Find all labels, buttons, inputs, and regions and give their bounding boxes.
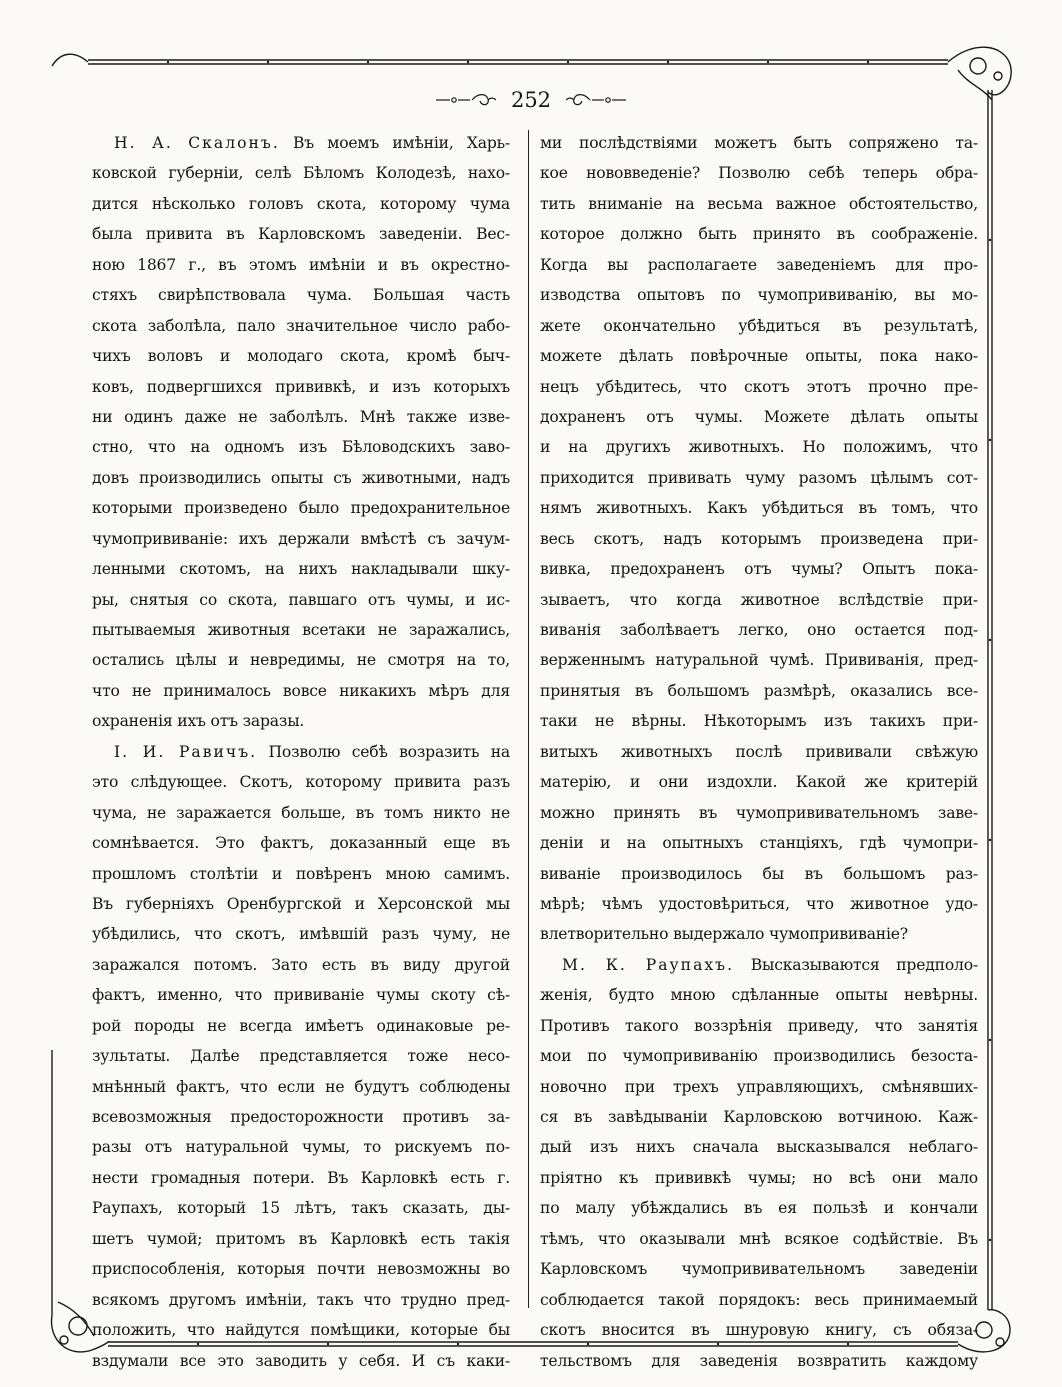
text-line: М. К. Раупахъ. Высказываются предполо- <box>562 955 978 974</box>
paragraph-skalon <box>92 128 510 737</box>
text-line: это слѣдующее. Скотъ, которому привита разъ <box>92 773 510 792</box>
text-line: соблюдается такой порядокъ: весь принимаемый <box>540 1290 978 1309</box>
text-line: дохраненъ отъ чумы. Можете дѣлать опыты <box>540 407 978 426</box>
text-line: таки не вѣрны. Нѣкоторымъ изъ такихъ при- <box>540 712 978 731</box>
speaker-name: І. И. Равичъ. <box>114 742 258 761</box>
text-line: мѣрѣ; чѣмъ удостовѣриться, что животное удо- <box>540 894 978 913</box>
text-line: остались цѣлы и невредимы, не смотря на то, <box>92 651 510 670</box>
text-line: скотъ вносится въ шнуровую книгу, съ обяза- <box>540 1321 978 1340</box>
text-line: матерію, и они издохли. Какой же критерій <box>540 773 978 792</box>
text-line: нямъ животныхъ. Какъ убѣдиться въ томъ, что <box>540 499 978 518</box>
text-line: ры, снятыя со скота, павшаго отъ чумы, и ис- <box>92 590 510 609</box>
text-line: ковской губерніи, селѣ Бѣломъ Колодезѣ, нахо- <box>92 164 510 183</box>
text-line: принятыя въ большомъ размѣрѣ, оказались все- <box>540 681 978 700</box>
flourish-dot-dash-icon <box>566 93 626 107</box>
text-line: ленными скотомъ, на нихъ накладывали шку- <box>92 560 510 579</box>
text-line: и на другихъ животныхъ. Но положимъ, что <box>540 438 978 457</box>
text-line: убѣдились, что скотъ, имѣвшій разъ чуму, не <box>92 925 510 944</box>
text-line: пытываемыя животныя всетаки не заражались, <box>92 621 510 639</box>
text-line: приходится прививать чуму разомъ цѣлымъ сот- <box>540 468 978 487</box>
text-line: женія, будто мною сдѣланные опыты невѣрны. <box>540 986 978 1005</box>
text-line: дится нѣсколько головъ скота, которому чума <box>92 194 510 213</box>
text-line: дый изъ нихъ сначала высказывался неблаго- <box>540 1138 978 1157</box>
text-line: положить, что найдутся помѣщики, которые бы <box>92 1321 510 1340</box>
dash-dot-flourish-icon <box>436 93 496 107</box>
text-line: виваніе производилось бы въ большомъ раз- <box>540 864 978 883</box>
text-line: вивка, предохраненъ отъ чумы? Опытъ пока- <box>540 560 978 579</box>
text-line: пріятно къ прививкѣ чумы; но всѣ они мало <box>540 1168 978 1187</box>
text-line: новочно при трехъ управляющихъ, смѣнявших- <box>540 1077 978 1096</box>
text-line: которое должно быть принято въ соображеніе. <box>540 225 978 244</box>
text-line: рой породы не всегда имѣетъ одинаковые ре- <box>92 1016 510 1035</box>
right-column <box>540 128 978 1376</box>
text-line: ною 1867 г., въ этомъ имѣніи и въ окрестно- <box>92 255 510 274</box>
text-line: охраненія ихъ отъ заразы. <box>92 712 305 731</box>
text-line: шетъ чумой; притомъ въ Карловкѣ есть такія <box>92 1229 510 1248</box>
page-header <box>0 86 1062 112</box>
text-line: нецъ убѣдитесь, что скотъ этотъ прочно пре- <box>540 377 978 396</box>
text-line: стяхъ свирѣпствовала чума. Большая часть <box>92 286 510 305</box>
text-line: Раупахъ, который 15 лѣтъ, такъ сказать, ды- <box>92 1199 510 1218</box>
text-line: влетворительно выдержало чумопрививаніе? <box>540 925 908 944</box>
text-line: ся въ завѣдываніи Карловскою вотчиною. Каж- <box>540 1108 978 1126</box>
text-line: ковъ, подвергшихся прививкѣ, и изъ которыхъ <box>92 377 510 396</box>
text-line: вздумали все это заводить у себя. И съ каки- <box>92 1351 510 1370</box>
text-line: разы отъ натуральной чумы, то рискуемъ по- <box>92 1138 510 1157</box>
text-line: мои по чумопрививанію производились безоста- <box>540 1047 978 1066</box>
text-line: Карловскомъ чумопрививательномъ заведеніи <box>540 1260 978 1279</box>
paragraph-ravich <box>92 737 510 1376</box>
text-line: всякомъ другомъ имѣніи, такъ что трудно пред- <box>92 1290 510 1309</box>
text-line: верженнымъ натуральной чумѣ. Прививанія, пред- <box>540 651 978 670</box>
text-line: тить вниманіе на весьма важное обстоятельство, <box>540 194 978 213</box>
text-line: чихъ воловъ и молодаго скота, кромѣ быч- <box>92 347 510 366</box>
text-line: всевозможныя предосторожности противъ за- <box>92 1108 510 1126</box>
text-line: по малу убѣждались въ ея пользѣ и кончали <box>540 1199 978 1218</box>
text-line: тѣмъ, что оказывали мнѣ всякое содѣйствіе. Въ <box>540 1229 978 1248</box>
text-line: зультаты. Далѣе представляется тоже несо- <box>92 1047 510 1066</box>
text-line: жете окончательно убѣдиться въ результатѣ, <box>540 316 978 335</box>
text-line: изводства опытовъ по чумопрививанію, вы мо- <box>540 286 978 305</box>
text-line: была привита въ Карловскомъ заведеніи. Вес- <box>92 225 510 244</box>
text-line: чумопрививаніе: ихъ держали вмѣстѣ съ зачум- <box>92 529 510 548</box>
text-line: сомнѣвается. Это фактъ, доказанный еще въ <box>92 834 510 853</box>
paragraph-ravich-continued <box>540 128 978 950</box>
text-line: зываетъ, что когда животное вслѣдствіе при- <box>540 590 978 609</box>
column-divider <box>528 130 529 1308</box>
text-line: скота заболѣла, пало значительное число рабо- <box>92 316 510 335</box>
text-line: деніи и на опытныхъ станціяхъ, гдѣ чумопри- <box>540 834 978 853</box>
text-line: виванія заболѣваетъ легко, оно остается под- <box>540 621 978 639</box>
text-line: І. И. Равичъ. Позволю себѣ возразить на <box>114 742 510 761</box>
page-number: 252 <box>510 87 552 112</box>
text-line: прошломъ столѣтіи и повѣренъ мною самимъ. <box>92 864 510 883</box>
text-line: Н. А. Скалонъ. Въ моемъ имѣніи, Харь- <box>114 134 510 152</box>
text-line: можете дѣлать повѣрочные опыты, пока нако- <box>540 347 978 366</box>
text-line: фактъ, именно, что прививаніе чумы скоту сѣ- <box>92 986 510 1005</box>
text-line: ни одинъ даже не заболѣлъ. Мнѣ также изве- <box>92 407 510 426</box>
paragraph-raupakh <box>540 950 978 1376</box>
text-line: Противъ такого воззрѣнія приведу, что занятія <box>540 1016 978 1035</box>
speaker-name: Н. А. Скалонъ. <box>114 134 280 152</box>
text-line: что не принималось вовсе никакихъ мѣръ для <box>92 681 510 700</box>
speaker-name: М. К. Раупахъ. <box>562 955 735 974</box>
text-line: Когда вы располагаете заведеніемъ для про- <box>540 255 978 274</box>
text-line: довъ производились опыты съ животными, надъ <box>92 468 510 487</box>
text-line: кое нововведеніе? Позволю себѣ теперь обра- <box>540 164 978 183</box>
text-line: приспособленія, которыя почти невозможны во <box>92 1260 510 1279</box>
text-line: чума, не заражается больше, въ томъ никто не <box>92 803 510 822</box>
left-column <box>92 128 510 1376</box>
text-line: которыми произведено было предохранительное <box>92 499 510 518</box>
text-line: нести громадныя потери. Въ Карловкѣ есть г. <box>92 1168 510 1187</box>
text-line: витыхъ животныхъ послѣ прививали свѣжую <box>540 742 978 761</box>
text-line: весь скотъ, надъ которымъ произведена при- <box>540 529 978 548</box>
text-line: Въ губерніяхъ Оренбургской и Херсонской мы <box>92 894 510 913</box>
text-line: тельствомъ для заведенія возвратить каждому <box>540 1351 978 1370</box>
text-line: заражался потомъ. Зато есть въ виду другой <box>92 955 510 974</box>
text-line: мнѣнный фактъ, что если не будутъ соблюдены <box>92 1077 510 1096</box>
text-line: стно, что на одномъ изъ Бѣловодскихъ заво- <box>92 438 510 457</box>
text-line: можно принять въ чумопрививательномъ заве- <box>540 803 978 822</box>
text-line: ми послѣдствіями можетъ быть сопряжено та- <box>540 134 978 152</box>
